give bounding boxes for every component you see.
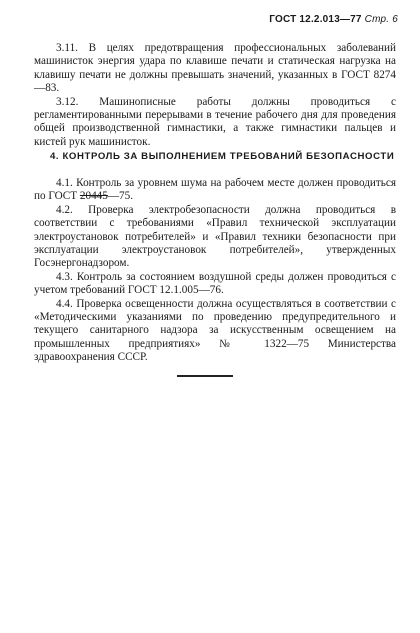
paragraph-4-2: 4.2. Проверка электробезопасности должна проводиться в соответствии с требованиями «Правил технической эксплуатации электроустановок потребителей» и «Правил техники безопасности при эксплуатации электроустановок потребителей», утвержденных Госэнергонадзором.	[34, 203, 396, 270]
paragraph-4-1	[34, 177, 396, 204]
paragraph-4-4: 4.4. Проверка освещенности должна осуществляться в соответствии с «Методическими указаниями по проведению предупредительного и текущего санитарного надзора за искусственным освещением на промышленных предприятиях» № 1322—75 Министерства здравоохранения СССР.	[34, 297, 396, 364]
paragraph-3-12: 3.12. Машинописные работы должны проводиться с регламентированными перерывами в течение рабочего дня для проведения общей производственной гимнастики, а также гимнастики пальцев и кистей рук машинисток.	[34, 95, 396, 148]
bottom-text-block	[34, 177, 396, 365]
paragraph-3-11: 3.11. В целях предотвращения профессиональных заболеваний машинисток энергия удара по клавише печати и статическая нагрузка на клавишу печати не должны превышать значений, указанных в ГОСТ 8274—83.	[34, 42, 396, 95]
top-text-block	[34, 42, 396, 149]
paragraph-4-3: 4.3. Контроль за состоянием воздушной среды должен проводиться с учетом требований ГОСТ 12.1.005—76.	[34, 270, 396, 297]
end-divider	[177, 375, 233, 377]
section-title: 4. КОНТРОЛЬ ЗА ВЫПОЛНЕНИЕМ ТРЕБОВАНИЙ БЕЗОПАСНОСТИ	[50, 151, 395, 162]
paragraph-4-1-text: 4.1. Контроль за уровнем шума на рабочем месте должен проводиться по ГОСТ	[34, 177, 396, 203]
paragraph-4-1-end: —75.	[107, 190, 134, 203]
struck-standard-number: 20445	[79, 190, 108, 203]
page-number: Стр. 6	[364, 14, 398, 25]
page-header	[269, 14, 398, 25]
document-id: ГОСТ 12.2.013—77	[269, 14, 362, 25]
